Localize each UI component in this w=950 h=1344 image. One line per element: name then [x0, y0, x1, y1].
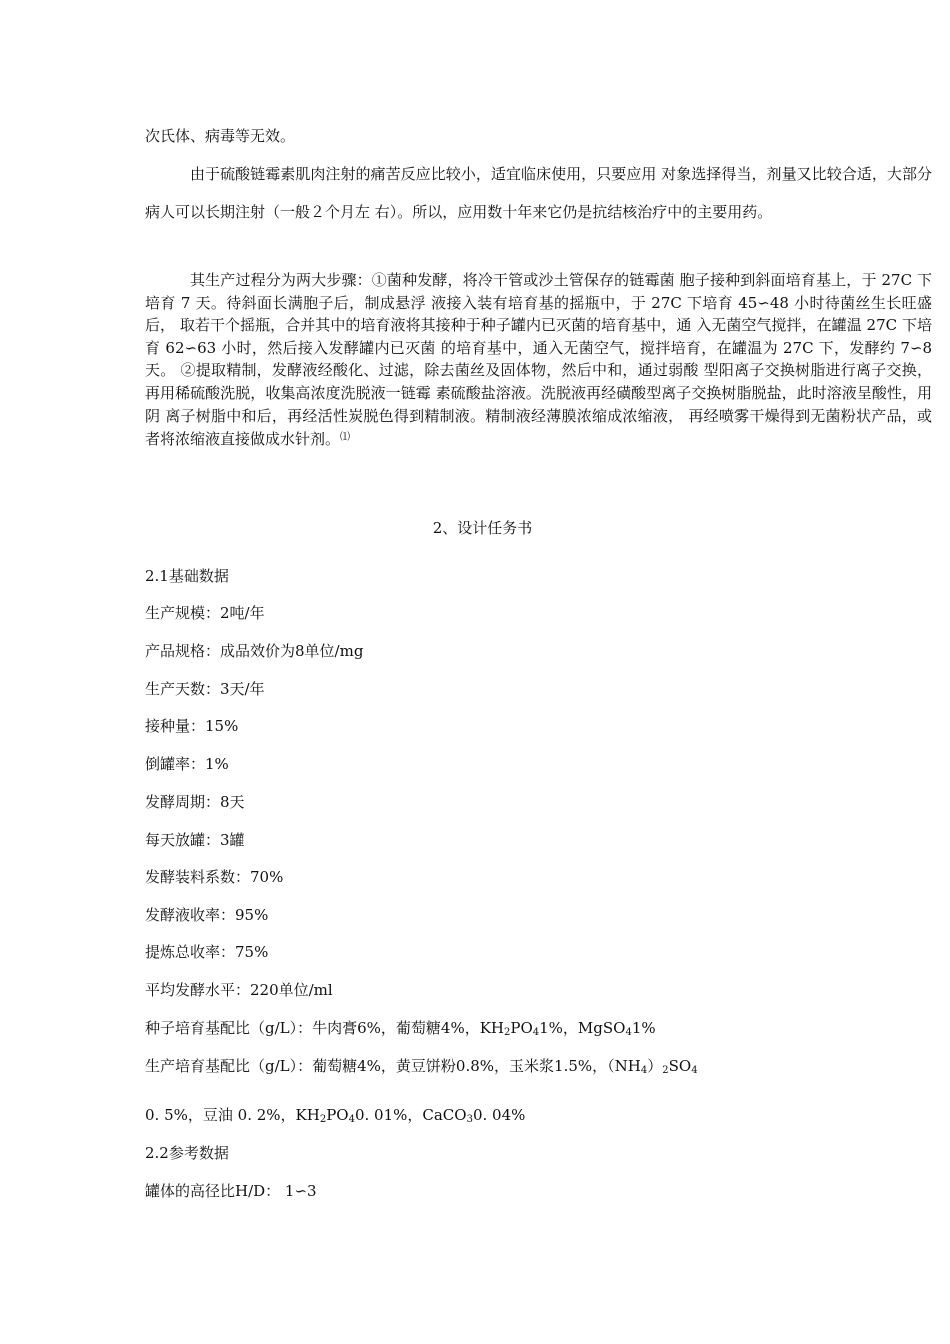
production-medium-text: 0. 01%，CaCO — [354, 1106, 467, 1124]
subscript: 2 — [319, 1114, 327, 1125]
production-medium-text: SO — [668, 1057, 692, 1075]
subscript: 4 — [532, 1027, 540, 1038]
item-production-days: 生产天数：3天/年 — [145, 680, 265, 698]
production-medium-text: 0. 5%，豆油 0. 2%，KH — [145, 1106, 320, 1124]
item-tank-loss: 倒罐率：1% — [145, 755, 229, 773]
item-refining-yield: 提炼总收率：75% — [145, 943, 269, 961]
item-broth-yield: 发酵液收率：95% — [145, 906, 269, 924]
item-fermentation-level: 平均发酵水平：220单位/ml — [145, 981, 333, 999]
production-medium-text: ） — [647, 1057, 663, 1075]
item-product-spec: 产品规格：成品效价为8单位/mg — [145, 642, 364, 660]
production-medium-line — [145, 1056, 698, 1081]
intro-tail-text: 次氏体、病毒等无效。 — [145, 127, 296, 145]
production-medium-text: PO — [326, 1106, 349, 1124]
item-loading-coefficient: 发酵装料系数：70% — [145, 868, 284, 886]
item-daily-discharge: 每天放罐：3罐 — [145, 831, 245, 849]
item-aspect-ratio: 罐体的高径比H/D： 1∽3 — [145, 1182, 317, 1200]
reference-data-heading: 2.2参考数据 — [145, 1144, 229, 1162]
production-medium-continuation — [145, 1105, 525, 1130]
subscript: 4 — [640, 1065, 648, 1076]
subscript: 4 — [348, 1114, 355, 1125]
process-text: 其生产过程分为两大步骤：①菌种发酵，将冷干管或沙土管保存的链霉菌 胞子接种到斜面培育基上，于 27C 下培育 7 天。待斜面长满胞子后，制成悬浮 液接入装有培育基的摇瓶中，于 27C 下培育 45∽48 小时待菌丝生长旺盛后， 取若干个摇瓶，合并其中的培育液将其接种于种子罐内已灭菌的培育基中，通 入无菌空气搅拌，在罐温 27C 下培育 62∽63 小时，然后接入发酵罐内已灭菌 的培育基中，通入无菌空气，搅拌培育，在罐温为 27C 下，发酵约 7∽8 天。 ②提取精制，发酵液经酸化、过滤，除去菌丝及固体物，然后中和，通过弱酸 型阳离子交换树脂进行离子交换，再用稀硫酸洗脱，收集高浓度洗脱液一链霉 素硫酸盐溶液。洗脱液再经磺酸型离子交换树脂脱盐，此时溶液呈酸性，用阴 离子树脂中和后，再经活性炭脱色得到精制液。精制液经薄膜浓缩成浓缩液， 再经喷雾干燥得到无菌粉状产品，或者将浓缩液直接做成水针剂。 — [145, 271, 932, 449]
seed-medium-text: 1% — [631, 1019, 656, 1037]
seed-medium-text: 1%，MgSO — [539, 1019, 626, 1037]
subscript: 3 — [466, 1114, 473, 1125]
item-production-scale: 生产规模：2吨/年 — [145, 604, 265, 622]
reference-mark: ⑴ — [340, 432, 351, 444]
seed-medium-line — [145, 1018, 656, 1043]
item-inoculum: 接种量：15% — [145, 717, 239, 735]
basic-data-heading: 2.1基础数据 — [145, 567, 229, 585]
subscript: 2 — [662, 1065, 669, 1076]
process-paragraph — [145, 269, 932, 451]
seed-medium-text: 种子培育基配比（g/L）：牛肉膏6%，葡萄糖4%，KH — [145, 1019, 504, 1037]
subscript: 2 — [504, 1027, 511, 1038]
section-title: 2、设计任务书 — [432, 519, 533, 537]
subscript: 4 — [625, 1027, 632, 1038]
production-medium-text: 生产培育基配比（g/L）：葡萄糖4%，黄豆饼粉0.8%，玉米浆1.5%，（NH — [145, 1057, 641, 1075]
clinical-paragraph: 由于硫酸链霉素肌肉注射的痛苦反应比较小，适宜临床使用，只要应用 对象选择得当，剂量又比较合适，大部分病人可以长期注射（一般２个月左 右）。所以，应用数十年来它仍是抗结核治疗中的主要用药。 — [145, 165, 932, 221]
production-medium-text: 0. 04% — [472, 1106, 526, 1124]
seed-medium-text: PO — [510, 1019, 533, 1037]
subscript: 4 — [691, 1065, 698, 1076]
item-fermentation-cycle: 发酵周期：8天 — [145, 793, 245, 811]
